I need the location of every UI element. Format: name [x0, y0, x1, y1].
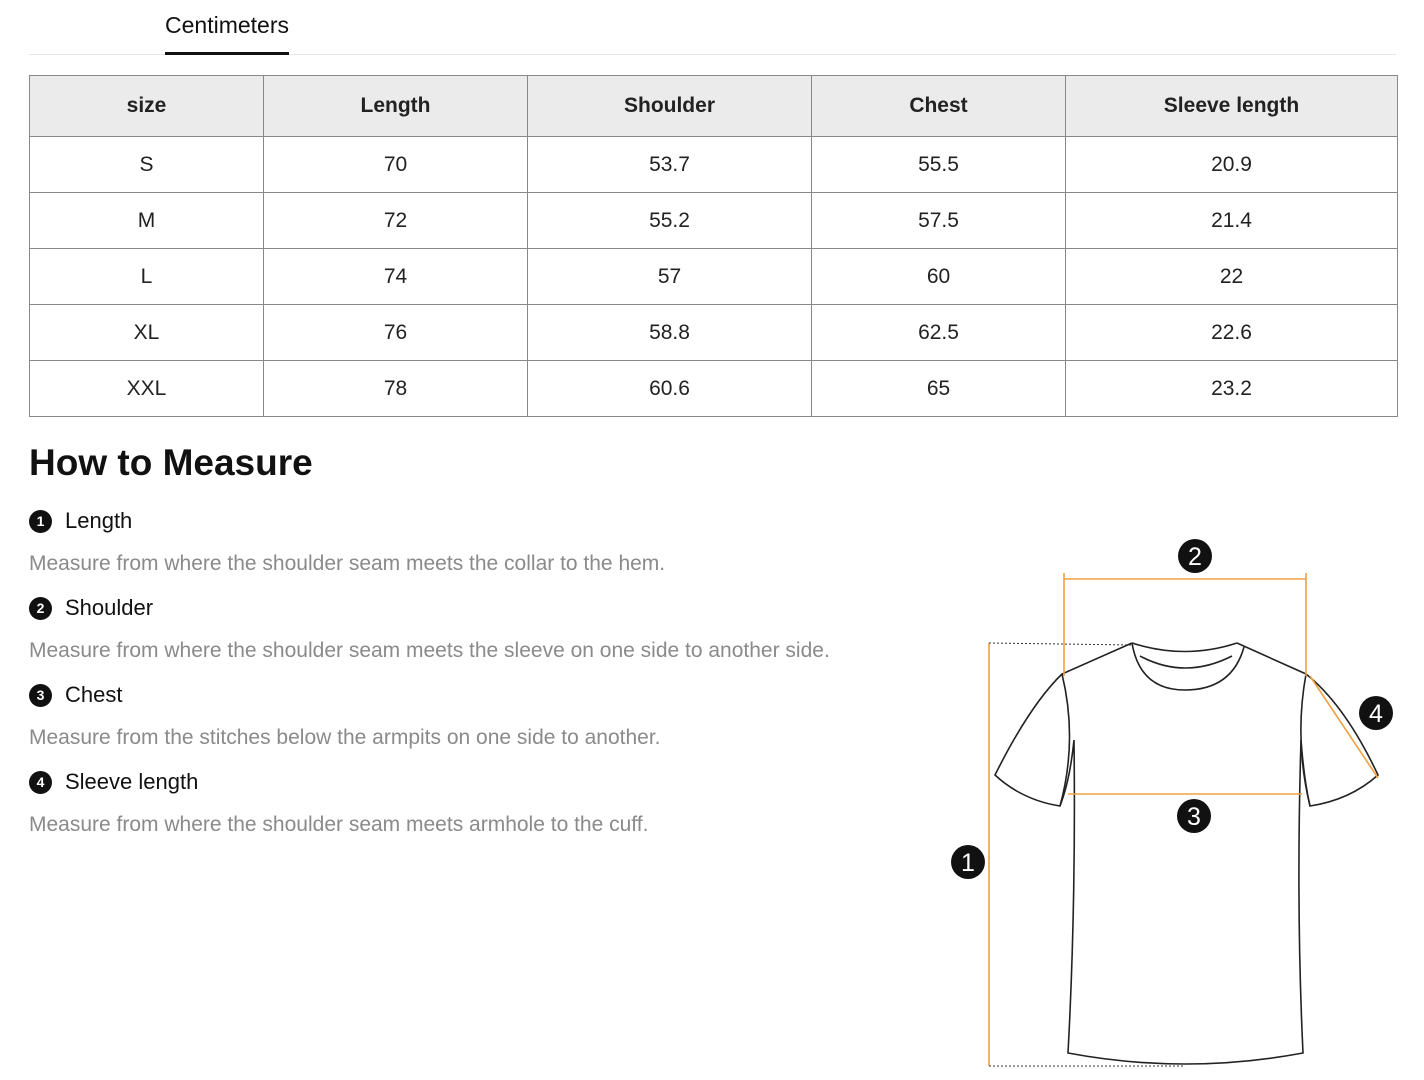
- header-length: Length: [264, 76, 528, 137]
- marker-4-icon: [1359, 696, 1393, 730]
- table-cell: 76: [264, 305, 528, 361]
- measure-label: Length: [65, 508, 133, 533]
- number-badge-icon: 4: [29, 771, 52, 794]
- header-size: size: [30, 76, 264, 137]
- table-cell: 55.2: [528, 193, 812, 249]
- number-badge-icon: 2: [29, 597, 52, 620]
- marker-3-label: 3: [1187, 803, 1201, 831]
- table-row: [30, 249, 1398, 305]
- table-cell: 20.9: [1066, 137, 1398, 193]
- table-cell: L: [30, 249, 264, 305]
- table-header-row: [30, 76, 1398, 137]
- measure-description: Measure from where the shoulder seam meets the collar to the hem.: [29, 552, 666, 575]
- marker-1-label: 1: [961, 849, 975, 877]
- measure-label: Chest: [65, 682, 123, 707]
- header-shoulder: Shoulder: [528, 76, 812, 137]
- table-cell: 60.6: [528, 361, 812, 417]
- table-cell: 57: [528, 249, 812, 305]
- measure-description: Measure from the stitches below the armpits on one side to another.: [29, 726, 661, 749]
- number-badge-icon: 1: [29, 510, 52, 533]
- measure-item-sleeve-length: [29, 767, 909, 840]
- marker-3-icon: [1177, 799, 1211, 833]
- table-cell: 62.5: [812, 305, 1066, 361]
- marker-1-icon: [951, 845, 985, 879]
- table-cell: 72: [264, 193, 528, 249]
- measure-description: Measure from where the shoulder seam meets armhole to the cuff.: [29, 813, 649, 836]
- how-to-measure-title: How to Measure: [29, 442, 313, 483]
- table-cell: 70: [264, 137, 528, 193]
- table-row: [30, 193, 1398, 249]
- measure-item-chest: [29, 680, 909, 753]
- table-cell: M: [30, 193, 264, 249]
- table-cell: 55.5: [812, 137, 1066, 193]
- tab-centimeters[interactable]: Centimeters: [165, 0, 289, 55]
- table-cell: 74: [264, 249, 528, 305]
- size-table: [29, 75, 1398, 417]
- table-cell: 57.5: [812, 193, 1066, 249]
- number-badge-icon: 3: [29, 684, 52, 707]
- table-cell: 53.7: [528, 137, 812, 193]
- marker-2-icon: [1178, 539, 1212, 573]
- marker-4-label: 4: [1369, 700, 1383, 728]
- measure-label: Shoulder: [65, 595, 154, 620]
- measure-label: Sleeve length: [65, 769, 199, 794]
- table-row: [30, 305, 1398, 361]
- tshirt-measure-icon: [940, 520, 1410, 1080]
- measure-item-length: [29, 506, 909, 579]
- table-cell: XXL: [30, 361, 264, 417]
- table-cell: 23.2: [1066, 361, 1398, 417]
- tshirt-diagram: [940, 520, 1410, 1080]
- measure-description: Measure from where the shoulder seam meets the sleeve on one side to another side.: [29, 639, 830, 662]
- table-cell: 58.8: [528, 305, 812, 361]
- table-cell: 22: [1066, 249, 1398, 305]
- table-cell: 78: [264, 361, 528, 417]
- marker-2-label: 2: [1188, 543, 1202, 571]
- header-chest: Chest: [812, 76, 1066, 137]
- header-sleeve-length: Sleeve length: [1066, 76, 1398, 137]
- table-cell: 60: [812, 249, 1066, 305]
- dotted-guides: [989, 643, 1185, 1066]
- tshirt-outline: [995, 643, 1378, 1064]
- unit-tabs: [29, 0, 1396, 55]
- table-row: [30, 361, 1398, 417]
- table-cell: 65: [812, 361, 1066, 417]
- table-cell: 22.6: [1066, 305, 1398, 361]
- measure-item-shoulder: [29, 593, 909, 666]
- table-cell: S: [30, 137, 264, 193]
- table-cell: XL: [30, 305, 264, 361]
- table-row: [30, 137, 1398, 193]
- table-cell: 21.4: [1066, 193, 1398, 249]
